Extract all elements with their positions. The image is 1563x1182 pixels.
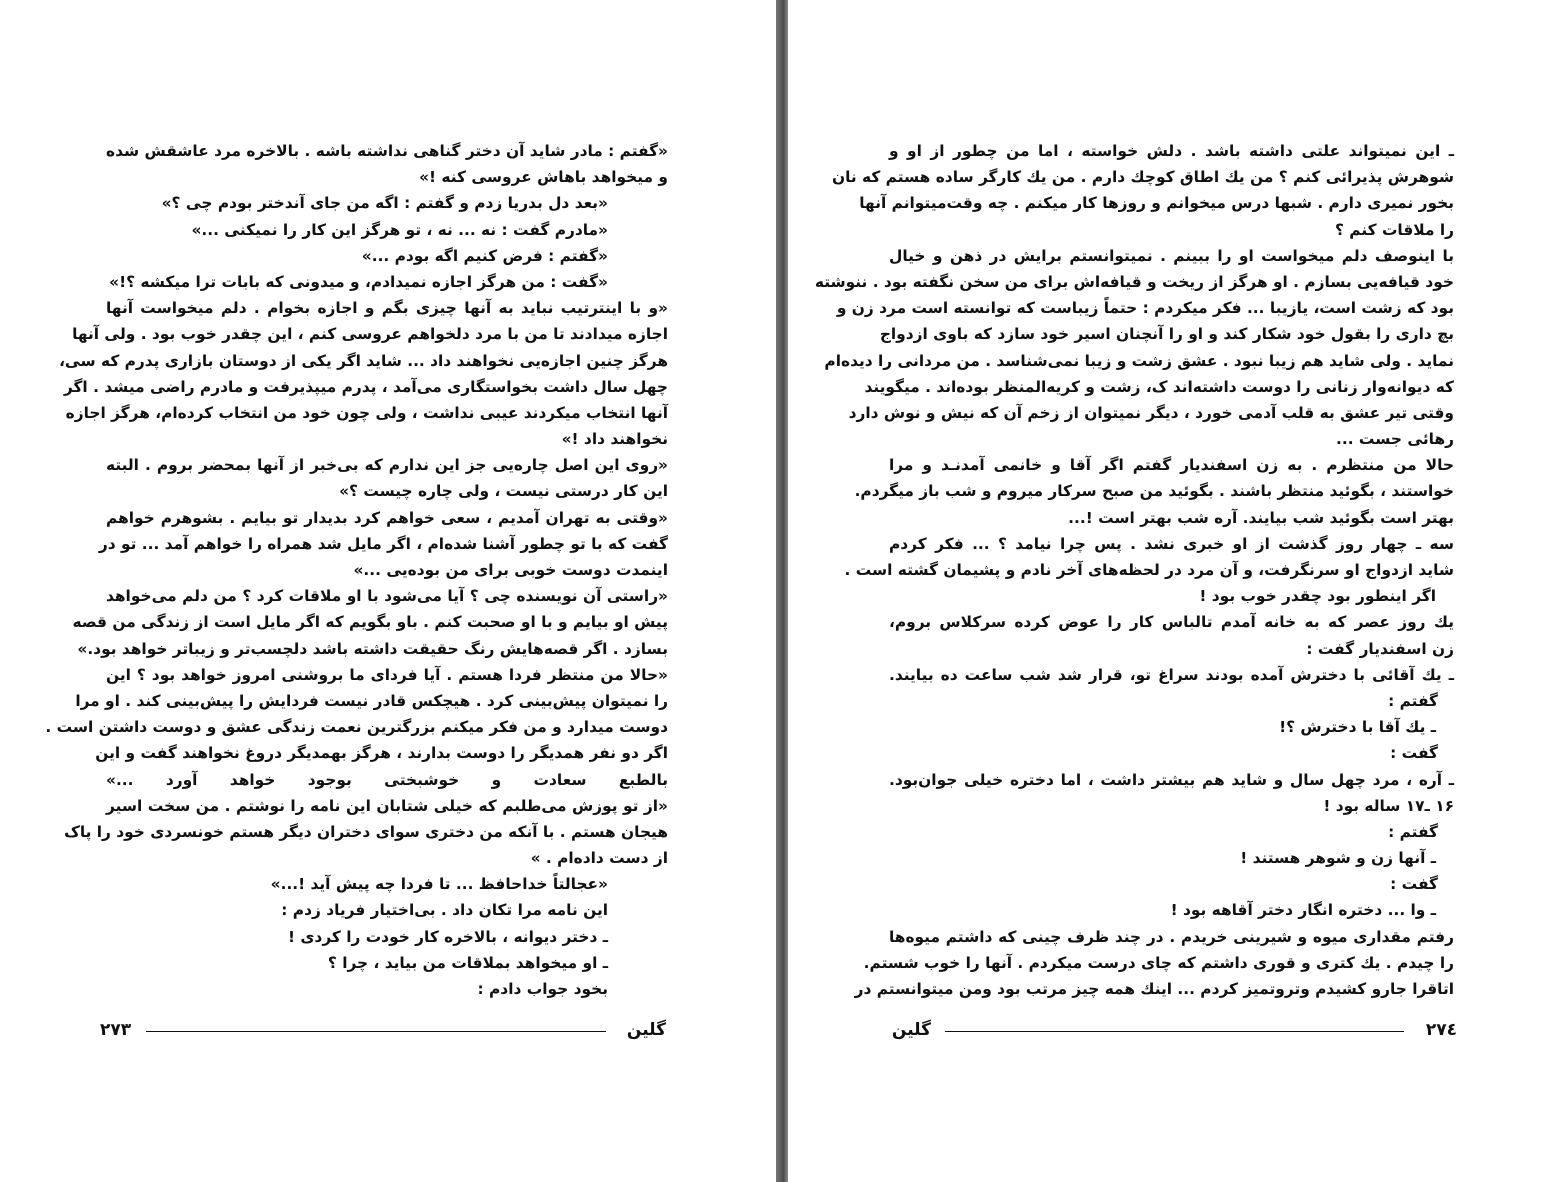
text-line: ـ این نمیتواند علتی داشته باشد . دلش خواسته ، اما من چطور از او و xyxy=(889,142,1454,160)
text-line: رهائی جست ... xyxy=(1336,430,1454,449)
text-line: حالا من منتظرم . به زن اسفندیار گفتم اگر آقا و خانمی آمدنـد و مرا xyxy=(889,456,1454,475)
text-line: «مادرم گفت : نه ... نه ، تو هرگز این کار را نمیکنی ...» xyxy=(191,220,608,239)
text-line: ـ وا ... دختره انگار دختر آقاهه بود ! xyxy=(1170,901,1436,920)
left-page xyxy=(0,0,776,1182)
text-line: ۱۶ ـ۱۷ ساله بود ! xyxy=(1323,796,1454,815)
text-line: اگر اینطور بود چقدر خوب بود ! xyxy=(1199,587,1436,606)
text-line: «روی این اصل چاره‌یی جز این ندارم که بی‌خبر از آنها بمحضر بروم . البته xyxy=(106,456,668,475)
text-line: را چیدم . یك کتری و قوری داشتم که چای درست میکردم . آنها را خوب شستم. xyxy=(863,953,1454,972)
text-line: این نامه مرا تکان داد . بی‌اختیار فریاد زدم : xyxy=(281,901,608,920)
running-title: گلین xyxy=(891,1020,931,1040)
text-line: بهتر است بگوئید شب بیایند. آره شب بهتر است !... xyxy=(1068,508,1454,527)
text-line: آنها انتخاب میکردند عیبی نداشت ، ولی چون خود من انتخاب کرده‌ام، هرگز اجازه xyxy=(65,403,668,422)
running-title: گلین xyxy=(626,1020,666,1040)
text-line: اگر دو نفر همدیگر را دوست بدارند ، هرگز بهمدیگر دروغ نخواهند گفت و این xyxy=(95,744,668,763)
left-page-text xyxy=(45,138,668,1002)
text-line: خود قیافه‌یی بسازم . او هرگز از ریخت و قیافه‌اش برای من سخن نگفته بود . ننوشته xyxy=(814,272,1454,291)
text-line: «وقتی به تهران آمدیم ، سعی خواهم کرد بدیدار تو بیایم . بشوهرم خواهم xyxy=(106,508,668,527)
text-line: را ملاقات کنم ؟ xyxy=(1335,220,1454,239)
page-number: ۲۷۳ xyxy=(100,1020,132,1040)
text-line: گفتم : xyxy=(1388,691,1438,710)
text-line: ـ آنها زن و شوهر هستند ! xyxy=(1240,849,1436,868)
text-line: گفت : xyxy=(1390,875,1438,894)
text-line: بخور نمیری دارم . شبها درس میخوانم و روزها کار میکنم . چه وقت‌میتوانم آنها xyxy=(859,194,1454,213)
text-line: رفتم مقداری میوه و شیرینی خریدم . در چند ظرف چینی که داشتم میوه‌ها xyxy=(889,927,1454,946)
text-line: از دست داده‌ام . » xyxy=(530,849,668,868)
text-line: چهل سال داشت بخواستگاری می‌آمد ، پدرم میپذیرفت و مادرم راضی میشد . اگر xyxy=(63,377,668,396)
text-line: با اینوصف دلم میخواست او را ببینم . نمیتوانستم برایش در ذهن و خیال xyxy=(889,246,1454,265)
text-line: «از تو پوزش می‌طلبم که خیلی شتابان این نامه را نوشتم . من سخت اسیر xyxy=(106,796,668,815)
text-line: هیجان هستم . با آنکه من دختری سوای دختران دیگر هستم خونسردی خود را پاک xyxy=(64,822,668,841)
text-line: سه ـ چهار روز گذشت از او خبری نشد . پس چرا نیامد ؟ ... فکر کردم xyxy=(889,534,1454,553)
text-line: «بعد دل بدریا زدم و گفتم : اگه من جای آندختر بودم چی ؟» xyxy=(161,194,608,213)
book-gutter xyxy=(776,0,788,1182)
text-line: «گفت : من هرگز اجازه نمیدادم، و میدونی که بابات ترا میکشه ؟!» xyxy=(109,272,608,291)
text-line: اتاقرا جارو کشیدم وتروتمیز کردم ... اینك همه چیز مرتب بود ومن میتوانستم در xyxy=(854,980,1454,998)
text-line: و میخواهد باهاش عروسی کنه !» xyxy=(419,168,668,187)
text-line: شاید ازدواج او سرنگرفت، و آن مرد در لحظه‌های آخر نادم و پشیمان گشته است . xyxy=(844,561,1454,579)
text-line: ـ یك آقائی با دخترش آمده بودند سراغ تو، قرار شد شب ساعت ده بیایند. xyxy=(889,665,1454,684)
text-line: «عجالتاً خداحافظ ... تا فردا چه پیش آید !...» xyxy=(270,875,608,894)
text-line: «راستی آن نویسنده چی ؟ آیا می‌شود با او ملاقات کرد ؟ من دلم می‌خواهد xyxy=(106,587,668,606)
page-number: ۲۷٤ xyxy=(1425,1020,1457,1040)
text-line: بچ داری را بقول خود شکار کند و او را آنچنان اسیر خود سازد که باوی ازدواج xyxy=(879,325,1454,344)
text-line: ـ او میخواهد بملاقات من بیاید ، چرا ؟ xyxy=(327,953,608,972)
text-line: شوهرش پذیرائی کنم ؟ من یك اطاق کوچك دارم . من یك کارگر ساده هستم که نان xyxy=(831,168,1454,187)
text-line: این کار درستی نیست ، ولی چاره چیست ؟» xyxy=(339,482,668,501)
text-line: بود که زشت است، یازیبا ... فکر میکردم : حتماً زیباست که توانسته است مرد زن و xyxy=(836,299,1454,318)
text-line: «گفتم : فرض کنیم اگه بودم ...» xyxy=(361,246,608,265)
right-page xyxy=(788,0,1563,1182)
text-line: اجازه میدادند تا من با مرد دلخواهم عروسی کنم ، این چقدر خوب بود . ولی آنها xyxy=(72,325,668,344)
text-line: اینمدت دوست خوبی برای من بوده‌یی ...» xyxy=(353,561,668,579)
text-line: نماید . ولی شاید هم زیبا نبود . عشق زشت و زیبا نمی‌شناسد . من مردانی را دیده‌ام xyxy=(824,351,1454,370)
text-line: بالطبع سعادت و خوشبختی بوجود خواهد آورد ...» xyxy=(106,770,668,789)
text-line: که دیوانه‌وار زنانی را دوست داشته‌اند ک، زشت و کریه‌المنظر بوده‌اند . میگویند xyxy=(864,377,1454,396)
text-line: گفت : xyxy=(1390,744,1438,763)
footer-rule xyxy=(146,1031,606,1032)
text-line: بسازد . اگر قصه‌هایش رنگ حقیقت داشته باشد دلچسب‌تر و زیباتر خواهد بود.» xyxy=(77,639,668,658)
left-page-footer xyxy=(100,1020,666,1042)
text-line: بخود جواب دادم : xyxy=(477,980,608,998)
text-line: نخواهند داد !» xyxy=(561,430,668,449)
text-line: را نمیتوان پیش‌بینی کرد . هیچکس قادر نیست فردایش را پیش‌بینی کند . او مرا xyxy=(75,691,668,710)
text-line: گفت که با تو چطور آشنا شده‌ام ، اگر مایل شد همراه را خواهم آمد ... تو در xyxy=(98,534,668,553)
text-line: یك روز عصر که به خانه آمدم تالباس کار را عوض کرده سرکلاس بروم، xyxy=(889,613,1454,632)
text-line: ـ دختر دیوانه ، بالاخره کار خودت را کردی ! xyxy=(287,927,608,946)
right-page-footer xyxy=(891,1020,1457,1042)
footer-rule xyxy=(945,1031,1404,1032)
text-line: «گفتم : مادر شاید آن دختر گناهی نداشته باشه . بالاخره مرد عاشقش شده xyxy=(105,142,668,160)
text-line: زن اسفندیار گفت : xyxy=(1306,639,1454,658)
text-line: ـ آره ، مرد چهل سال و شاید هم بیشتر داشت ، اما دختره خیلی جوان‌بود. xyxy=(889,770,1454,789)
text-line: وقتی تیر عشق به قلب آدمی خورد ، دیگر نمیتوان از زخم آن که نیش و نوش دارد xyxy=(848,403,1454,422)
text-line: «و با اینترتیب نباید به آنها چیزی بگم و اجازه بخوام . دلم میخواست آنها xyxy=(106,299,668,318)
right-page-text xyxy=(814,138,1454,1002)
text-line: هرگز چنین اجازه‌یی نخواهند داد ... شاید اگر یکی از دوستان بازاری پدرم که سی، xyxy=(59,351,668,370)
text-line: ـ یك آقا با دخترش ؟! xyxy=(1279,718,1436,737)
text-line: پیش او بیایم و با او صحبت کنم . باو بگویم که اگر مایل است از زندگی من قصه xyxy=(72,613,668,632)
text-line: گفتم : xyxy=(1388,822,1438,841)
text-line: خواستند ، بگوئید منتظر باشند . بگوئید من صبح سرکار میروم و شب باز میگردم. xyxy=(854,482,1454,501)
text-line: «حالا من منتظر فردا هستم . آیا فردای ما بروشنی امروز خواهد بود ؟ این xyxy=(106,665,668,684)
text-line: دوست میدارد و من فکر میکنم بزرگترین نعمت زندگی عشق و دوست داشتن است . xyxy=(45,718,668,737)
